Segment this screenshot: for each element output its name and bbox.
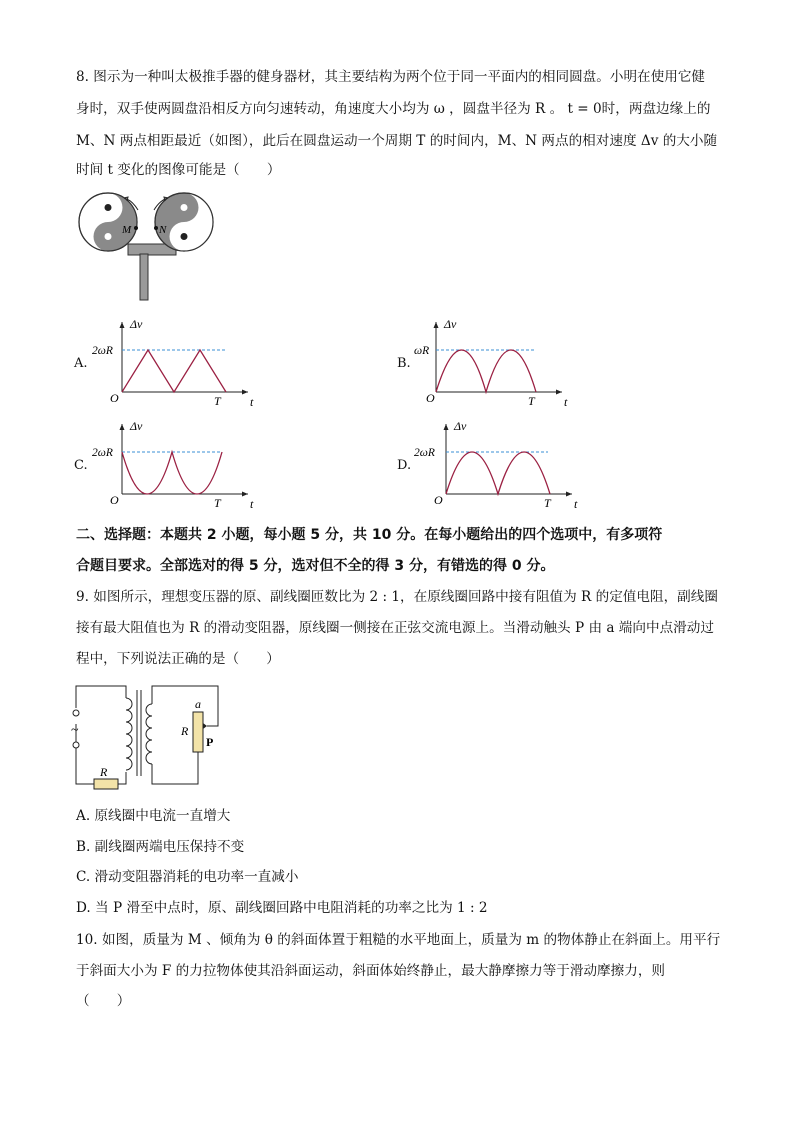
curve-a (122, 350, 226, 392)
q9-option-d[interactable]: D. 当 P 滑至中点时，原、副线圈回路中电阻消耗的功率之比为 1 : 2 (76, 900, 488, 916)
q9-line-2: 接有最大阻值也为 R 的滑动变阻器，原线圈一侧接在正弦交流电源上。当滑动触头 P 由 a 端向中点滑动过 (76, 620, 714, 636)
q8-line-1: 8. 图示为一种叫太极推手器的健身器材，其主要结构为两个位于同一平面内的相同圆盘。小明在使用它健 (76, 69, 706, 85)
q9-line-3: 程中，下列说法正确的是（ ） (76, 651, 280, 667)
q9-option-a[interactable]: A. 原线圈中电流一直增大 (76, 808, 231, 824)
x-axis-label: t (250, 497, 254, 511)
slider-arrow-icon (203, 723, 207, 729)
q10-line-3: （ ） (76, 993, 131, 1009)
section-2-line-1: 二、选择题：本题共 2 小题，每小题 5 分，共 10 分。在每小题给出的四个选项中，有多项符 (76, 527, 663, 543)
origin-label: O (110, 391, 119, 405)
curve-c (122, 452, 222, 494)
transformer-circuit-figure (66, 680, 236, 794)
section-2-line-2: 合题目要求。全部选对的得 5 分，选对但不全的得 3 分，有错选的得 0 分。 (76, 558, 555, 574)
x-axis-label: t (564, 395, 568, 409)
q9-line-1: 9. 如图所示，理想变压器的原、副线圈匝数比为 2 : 1，在原线圈回路中接有阻值为 R 的定值电阻，副线圈 (76, 589, 718, 605)
period-label: T (214, 394, 221, 408)
y-axis-label: Δv (444, 317, 457, 331)
curve-b (436, 350, 536, 392)
rheostat (193, 712, 203, 752)
q10-line-1: 10. 如图，质量为 M 、倾角为 θ 的斜面体置于粗糙的水平地面上，质量为 m 的物体静止在斜面上。用平行 (76, 932, 721, 948)
right-taiji-disc (155, 193, 213, 251)
slider-p-label: P (206, 735, 214, 749)
peak-label: ωR (414, 345, 430, 357)
q10-line-2: 于斜面大小为 F 的力拉物体使其沿斜面运动，斜面体始终静止，最大静摩擦力等于滑动摩擦力，则 (76, 963, 666, 979)
q9-option-c[interactable]: C. 滑动变阻器消耗的电功率一直减小 (76, 869, 299, 885)
q8-option-b-letter[interactable]: B. (397, 356, 411, 371)
left-taiji-disc (79, 193, 137, 251)
peak-label: 2ωR (414, 447, 435, 459)
origin-label: O (434, 493, 443, 507)
origin-label: O (110, 493, 119, 507)
point-n-label: N (159, 224, 167, 236)
point-m-label: M (122, 224, 132, 236)
q8-option-c-graph[interactable] (88, 416, 268, 512)
q8-option-a-graph[interactable] (88, 314, 268, 410)
q8-option-d-graph[interactable] (410, 416, 590, 512)
origin-label: O (426, 391, 435, 405)
fixed-resistor-label: R (100, 765, 108, 779)
ac-source-symbol: ~ (71, 723, 79, 738)
period-label: T (214, 496, 221, 510)
y-axis-label: Δv (130, 317, 143, 331)
q8-line-3: M、N 两点相距最近（如图），此后在圆盘运动一个周期 T 的时间内，M、N 两点的相对速度 Δv 的大小随 (76, 133, 718, 149)
q8-line-2: 身时，双手使两圆盘沿相反方向匀速转动，角速度大小均为 ω ，圆盘半径为 R 。 t = 0时，两盘边缘上的 (76, 101, 711, 117)
period-label: T (544, 496, 551, 510)
q8-option-b-graph[interactable] (410, 314, 590, 410)
q9-option-b[interactable]: B. 副线圈两端电压保持不变 (76, 839, 245, 855)
y-axis-label: Δv (454, 419, 467, 433)
period-label: T (528, 394, 535, 408)
peak-label: 2ωR (92, 345, 113, 357)
q8-option-c-letter[interactable]: C. (74, 458, 88, 473)
terminal-a-label: a (195, 697, 201, 711)
q8-line-4: 时间 t 变化的图像可能是（ ） (76, 162, 281, 178)
taiji-pusher-figure (72, 192, 222, 302)
curve-d (446, 452, 550, 494)
fixed-resistor (94, 779, 118, 789)
x-axis-label: t (250, 395, 254, 409)
peak-label: 2ωR (92, 447, 113, 459)
x-axis-label: t (574, 497, 578, 511)
q8-option-a-letter[interactable]: A. (74, 356, 88, 371)
y-axis-label: Δv (130, 419, 143, 433)
q8-option-d-letter[interactable]: D. (397, 458, 412, 473)
rheostat-label: R (181, 724, 189, 738)
